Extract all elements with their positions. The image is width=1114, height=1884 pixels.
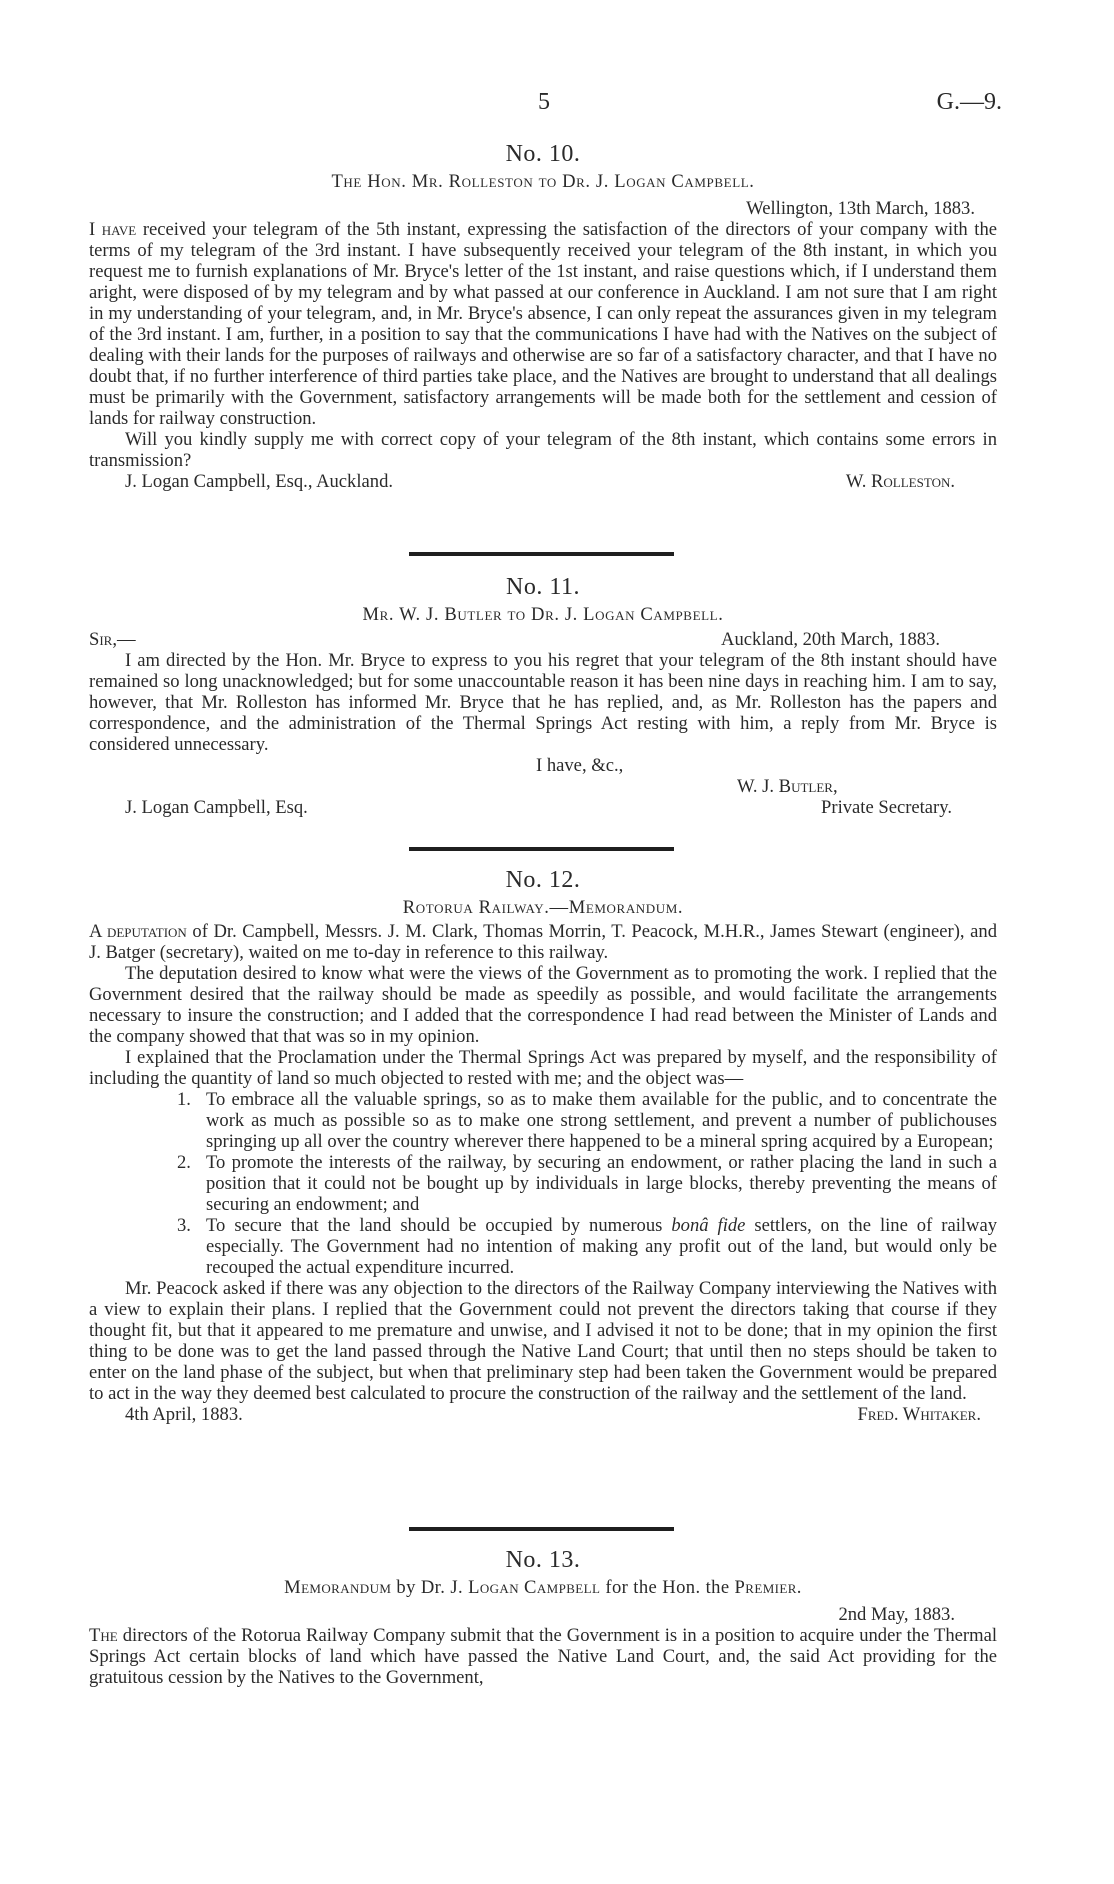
- lead-words: A deputation: [89, 921, 187, 942]
- section-number: No. 12.: [505, 867, 581, 893]
- list-text-part: settlers, on the line of railway especially. The Government had no intention of making any profit out of the land, but would only be recouped the actual expenditure incurred.: [206, 1215, 998, 1278]
- letter-date: Wellington, 13th March, 1883.: [746, 198, 975, 219]
- subtitle-part: Memorandum: [284, 1577, 392, 1598]
- section-subtitle: Rotorua Railway.—Memorandum.: [402, 897, 684, 918]
- list-item: [177, 1215, 997, 1278]
- section-no-10: [89, 140, 997, 492]
- section-subtitle: Mr. W. J. Butler to Dr. J. Logan Campbell.: [362, 604, 724, 625]
- memo-paragraph-2: The deputation desired to know what were the views of the Government as to promoting the work. I replied that the Government desired that the railway should be made as speedily as possible, and would facilitate the arrangements necessary to insure the construction; and I added that the correspondence I had read between the Minister of Lands and the company showed that that was so in my opinion.: [89, 963, 997, 1047]
- list-text-italic: bonâ fide: [671, 1215, 746, 1236]
- letter-footer: [89, 471, 997, 492]
- letter-body: I am directed by the Hon. Mr. Bryce to express to you his regret that your telegram of the 8th instant should have remained so long unacknowledged; but for some unaccountable reason it has been nine days in reaching him. I am to say, however, that Mr. Rolleston has informed Mr. Bryce that he has replied, and, as Mr. Rolleston has the papers and correspondence, and the administration of the Thermal Springs Act resting with him, a reply from Mr. Bryce is considered unnecessary.: [89, 650, 997, 755]
- list-text: To promote the interests of the railway, by securing an endowment, or rather placing the land in such a position that it could not be bought up by individuals in large blocks, thereby preventing the means of securing an endowment; and: [206, 1152, 997, 1215]
- memo-paragraph-4: Mr. Peacock asked if there was any objection to the directors of the Railway Company interviewing the Natives with a view to explain their plans. I replied that the Government could not prevent the directors taking that course if they thought fit, but that it appeared to me premature and unwise, and I advised it not to be done; that in my opinion the first thing to be done was to get the land passed through the Native Land Court; that until then no steps should be taken to enter on the land phase of the subject, but when that preliminary step had been taken the Government would be prepared to act in the way they deemed best calculated to procure the construction of the railway and the settlement of the land.: [89, 1278, 997, 1404]
- lead-words: I have: [89, 219, 137, 240]
- salutation-row: [89, 629, 997, 650]
- body-text: received your telegram of the 5th instant, expressing the satisfaction of the directors of your company with the terms of my telegram of the 3rd instant. I have subsequently received your telegram of the 8th instant, in which you request me to furnish explanations of Mr. Bryce's letter of the 1st instant, and raise questions which, if I understand them aright, were disposed of by my telegram and by what passed at our conference in Auckland. I am not sure that I am right in my understanding of your telegram, and, in Mr. Bryce's absence, I can only repeat the assurances given in my telegram of the 3rd instant. I am, further, in a position to say that the communications I have had with the Natives on the subject of dealing with their lands for the purposes of railways and otherwise are so far of a satisfactory character, and that I have no doubt that, if no further interference of third parties take place, and the Natives are brought to understand that all dealings must be primarily with the Government, satisfactory arrangements will be made both for the settlement and cession of lands for railway construction.: [89, 219, 998, 429]
- salutation: Sir,—: [89, 629, 136, 650]
- signature-title: Private Secretary.: [821, 797, 952, 818]
- section-no-11: [89, 573, 997, 818]
- document-reference: G.—9.: [936, 89, 1002, 115]
- subtitle-part: Premier.: [734, 1577, 802, 1598]
- lead-words: The: [89, 1625, 118, 1646]
- section-number: No. 13.: [505, 1547, 581, 1573]
- memo-paragraph-3: I explained that the Proclamation under the Thermal Springs Act was prepared by myself, and the responsibility of including the quantity of land so much objected to rested with me; and the object was—: [89, 1047, 997, 1089]
- list-item: [177, 1152, 997, 1215]
- list-text: [206, 1215, 997, 1278]
- list-number: 3.: [177, 1215, 191, 1236]
- closing: I have, &c.,: [536, 755, 624, 776]
- page-number: 5: [538, 89, 550, 115]
- addressee: J. Logan Campbell, Esq.: [125, 797, 308, 818]
- letter-body: [89, 219, 997, 429]
- subtitle-part: by Dr. J.: [391, 1577, 469, 1598]
- subtitle-part: for the Hon. the: [600, 1577, 735, 1598]
- section-divider: [409, 1527, 674, 1531]
- list-text: To embrace all the valuable springs, so as to make them available for the public, and to concentrate the work as much as possible so as to make one strong settlement, and prevent a number of publichouses springing up all over the country wherever there happened to be a mineral spring acquired by a European;: [206, 1089, 997, 1152]
- section-no-13: [89, 1546, 997, 1688]
- signature: Fred. Whitaker.: [857, 1404, 981, 1425]
- section-divider: [409, 847, 674, 851]
- memo-date: 4th April, 1883.: [125, 1404, 243, 1425]
- list-number: 2.: [177, 1152, 191, 1173]
- section-number: No. 10.: [505, 141, 581, 167]
- section-subtitle: The Hon. Mr. Rolleston to Dr. J. Logan Campbell.: [331, 171, 755, 192]
- list-item: [177, 1089, 997, 1152]
- addressee: J. Logan Campbell, Esq., Auckland.: [125, 471, 394, 492]
- object-list: [177, 1089, 997, 1278]
- memo-date: 2nd May, 1883.: [838, 1604, 955, 1625]
- list-number: 1.: [177, 1089, 191, 1110]
- letter-date: Auckland, 20th March, 1883.: [721, 629, 940, 650]
- signature: W. J. Butler,: [737, 776, 838, 797]
- body-text: directors of the Rotorua Railway Company submit that the Government is in a position to acquire under the Thermal Springs Act certain blocks of land which have passed the Native Land Court, and, the said Act providing for the gratuitous cession by the Natives to the Government,: [89, 1625, 997, 1688]
- body-text: of Dr. Campbell, Messrs. J. M. Clark, Thomas Morrin, T. Peacock, M.H.R., James Stewart (engineer), and J. Batger (secretary), waited on me to-day in reference to this railway.: [89, 921, 997, 963]
- subtitle-part: Logan Campbell: [468, 1577, 601, 1598]
- section-number: No. 11.: [506, 574, 580, 600]
- section-no-12: [89, 866, 997, 1425]
- section-subtitle: [89, 1577, 997, 1598]
- section-divider: [409, 552, 674, 556]
- memo-footer: [89, 1404, 997, 1425]
- signature: W. Rolleston.: [845, 471, 955, 492]
- memo-paragraph-1: [89, 921, 997, 963]
- list-text-part: To secure that the land should be occupied by numerous: [206, 1215, 672, 1236]
- letter-footer: [89, 797, 997, 818]
- letter-body-2: Will you kindly supply me with correct copy of your telegram of the 8th instant, which contains some errors in transmission?: [89, 429, 997, 471]
- memo-body: [89, 1625, 997, 1688]
